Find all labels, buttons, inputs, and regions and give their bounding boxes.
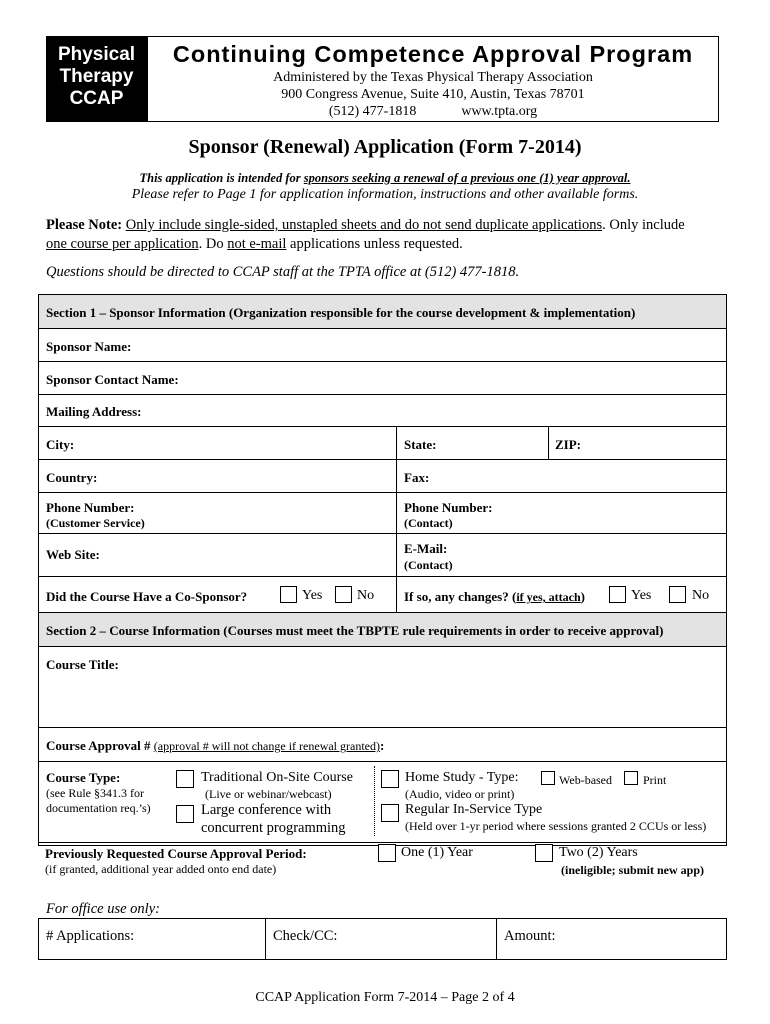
- two-years-label: Two (2) Years: [559, 845, 638, 860]
- changes-pre: If so, any changes? (: [404, 589, 517, 604]
- intro-line-1: [0, 171, 770, 186]
- section-1-title: Section 1 – Sponsor Information (Organization responsible for the course development & implementation): [46, 305, 636, 320]
- period-label: Previously Requested Course Approval Period:: [45, 846, 307, 861]
- home-study-sub: (Audio, video or print): [405, 787, 515, 801]
- conference-checkbox[interactable]: [176, 805, 194, 823]
- mailing-address-row[interactable]: [39, 395, 726, 427]
- phone-customer-label: Phone Number:: [46, 500, 135, 515]
- in-service-label: Regular In-Service Type: [405, 802, 543, 817]
- form-title: Sponsor (Renewal) Application (Form 7-2014): [188, 136, 582, 158]
- onsite-checkbox[interactable]: [176, 770, 194, 788]
- office-use-table: [38, 918, 727, 960]
- logo-line-3: CCAP: [69, 88, 124, 109]
- program-title: Continuing Competence Approval Program: [172, 41, 694, 67]
- course-title-row[interactable]: [39, 647, 726, 728]
- note-u2: one course per application: [46, 236, 199, 252]
- course-type-label: Course Type:: [46, 770, 121, 785]
- changes-yes-label: Yes: [631, 588, 652, 603]
- note-u1: Only include single-sided, unstapled sheets and do not send duplicate applications: [125, 217, 603, 233]
- changes-post: ): [580, 589, 585, 604]
- phone-contact-label: Phone Number:: [404, 500, 493, 515]
- changes-no-label: No: [692, 588, 710, 603]
- home-study-checkbox[interactable]: [381, 770, 399, 788]
- web-email-row: [39, 534, 726, 577]
- two-years-sub: (ineligible; submit new app): [561, 863, 705, 877]
- note-u3: not e-mail: [227, 236, 287, 252]
- email-sub: (Contact): [404, 558, 453, 572]
- phone-row: [39, 493, 726, 534]
- section-2-header: [39, 613, 726, 647]
- logo-line-2: Therapy: [59, 66, 134, 87]
- two-years-checkbox[interactable]: [535, 844, 553, 862]
- print-label: Print: [643, 773, 667, 787]
- print-checkbox[interactable]: [624, 771, 638, 785]
- course-approval-label: [46, 738, 384, 754]
- questions-note: Questions should be directed to CCAP staff at the TPTA office at (512) 477-1818.: [46, 264, 520, 280]
- cosponsor-label: Did the Course Have a Co-Sponsor?: [46, 589, 248, 604]
- note-t1: . Only include: [602, 217, 685, 233]
- onsite-sub: (Live or webinar/webcast): [205, 787, 332, 801]
- country-label: Country:: [46, 470, 98, 485]
- home-study-label: Home Study - Type:: [405, 770, 519, 785]
- country-fax-row: [39, 460, 726, 493]
- note-t2: . Do: [198, 236, 228, 252]
- cosponsor-yes-label: Yes: [302, 588, 323, 603]
- check-label: Check/CC:: [273, 928, 338, 944]
- changes-yes-checkbox[interactable]: [609, 586, 626, 603]
- course-title-label: Course Title:: [46, 657, 119, 672]
- website-label: Web Site:: [46, 547, 100, 562]
- conference-label-1: Large conference with: [201, 802, 332, 818]
- sponsor-name-row[interactable]: [39, 329, 726, 362]
- intro-underlined: sponsors seeking a renewal of a previous one (1) year approval.: [303, 171, 631, 185]
- period-sub: (if granted, additional year added onto end date): [45, 862, 277, 876]
- onsite-label: Traditional On-Site Course: [201, 770, 353, 785]
- mailing-address-label: Mailing Address:: [46, 404, 142, 419]
- approval-label-text: Course Approval #: [46, 738, 154, 753]
- section-1-header: [39, 295, 726, 329]
- website: www.tpta.org: [461, 104, 538, 119]
- address: 900 Congress Avenue, Suite 410, Austin, Texas 78701: [281, 87, 585, 102]
- web-based-label: Web-based: [559, 773, 613, 787]
- sponsor-name-label: Sponsor Name:: [46, 339, 132, 354]
- in-service-checkbox[interactable]: [381, 804, 399, 822]
- in-service-sub: (Held over 1-yr period where sessions granted 2 CCUs or less): [405, 819, 707, 833]
- please-note: [46, 216, 736, 254]
- contact-line: [148, 104, 718, 120]
- email-label: E-Mail:: [404, 541, 448, 556]
- course-type-sub2: documentation req.’s): [46, 801, 151, 815]
- applications-label: # Applications:: [46, 928, 135, 944]
- fax-label: Fax:: [404, 470, 430, 485]
- office-use-heading: For office use only:: [46, 901, 160, 917]
- city-label: City:: [46, 437, 75, 452]
- header-box: [147, 36, 719, 122]
- amount-label: Amount:: [504, 928, 556, 944]
- application-table: [38, 294, 727, 846]
- approval-note: (approval # will not change if renewal granted): [153, 739, 380, 753]
- ccap-logo: [46, 36, 147, 122]
- changes-underlined: if yes, attach: [516, 590, 581, 604]
- phone-customer-sub: (Customer Service): [46, 516, 145, 530]
- section-2-title: Section 2 – Course Information (Courses must meet the TBPTE rule requirements in order to receive approval): [46, 623, 664, 638]
- course-approval-row[interactable]: [39, 728, 726, 762]
- course-type-sub1: (see Rule §341.3 for: [46, 786, 144, 800]
- intro-text: This application is intended for: [139, 171, 304, 185]
- city-state-zip-row: [39, 427, 726, 460]
- one-year-checkbox[interactable]: [378, 844, 396, 862]
- course-type-row: [39, 762, 726, 843]
- changes-no-checkbox[interactable]: [669, 586, 686, 603]
- phone: (512) 477-1818: [328, 104, 417, 119]
- changes-label: [404, 589, 585, 605]
- state-label: State:: [404, 437, 437, 452]
- cosponsor-no-checkbox[interactable]: [335, 586, 352, 603]
- approval-period-section: [38, 838, 727, 888]
- cosponsor-yes-checkbox[interactable]: [280, 586, 297, 603]
- zip-label: ZIP:: [555, 437, 581, 452]
- contact-name-row[interactable]: [39, 362, 726, 395]
- note-label: Please Note:: [46, 217, 123, 233]
- administered-by: Administered by the Texas Physical Therapy Association: [273, 70, 593, 85]
- page-footer: CCAP Application Form 7-2014 – Page 2 of 4: [255, 990, 515, 1005]
- cosponsor-no-label: No: [357, 588, 375, 603]
- intro-line-2: Please refer to Page 1 for application information, instructions and other available forms.: [131, 187, 639, 202]
- logo-line-1: Physical: [57, 44, 136, 65]
- conference-label-2: concurrent programming: [201, 820, 346, 836]
- approval-colon: :: [380, 738, 385, 753]
- cosponsor-row: [39, 577, 726, 613]
- note-t3: applications unless requested.: [286, 236, 463, 252]
- one-year-label: One (1) Year: [401, 845, 473, 860]
- contact-name-label: Sponsor Contact Name:: [46, 372, 179, 387]
- web-based-checkbox[interactable]: [541, 771, 555, 785]
- phone-contact-sub: (Contact): [404, 516, 453, 530]
